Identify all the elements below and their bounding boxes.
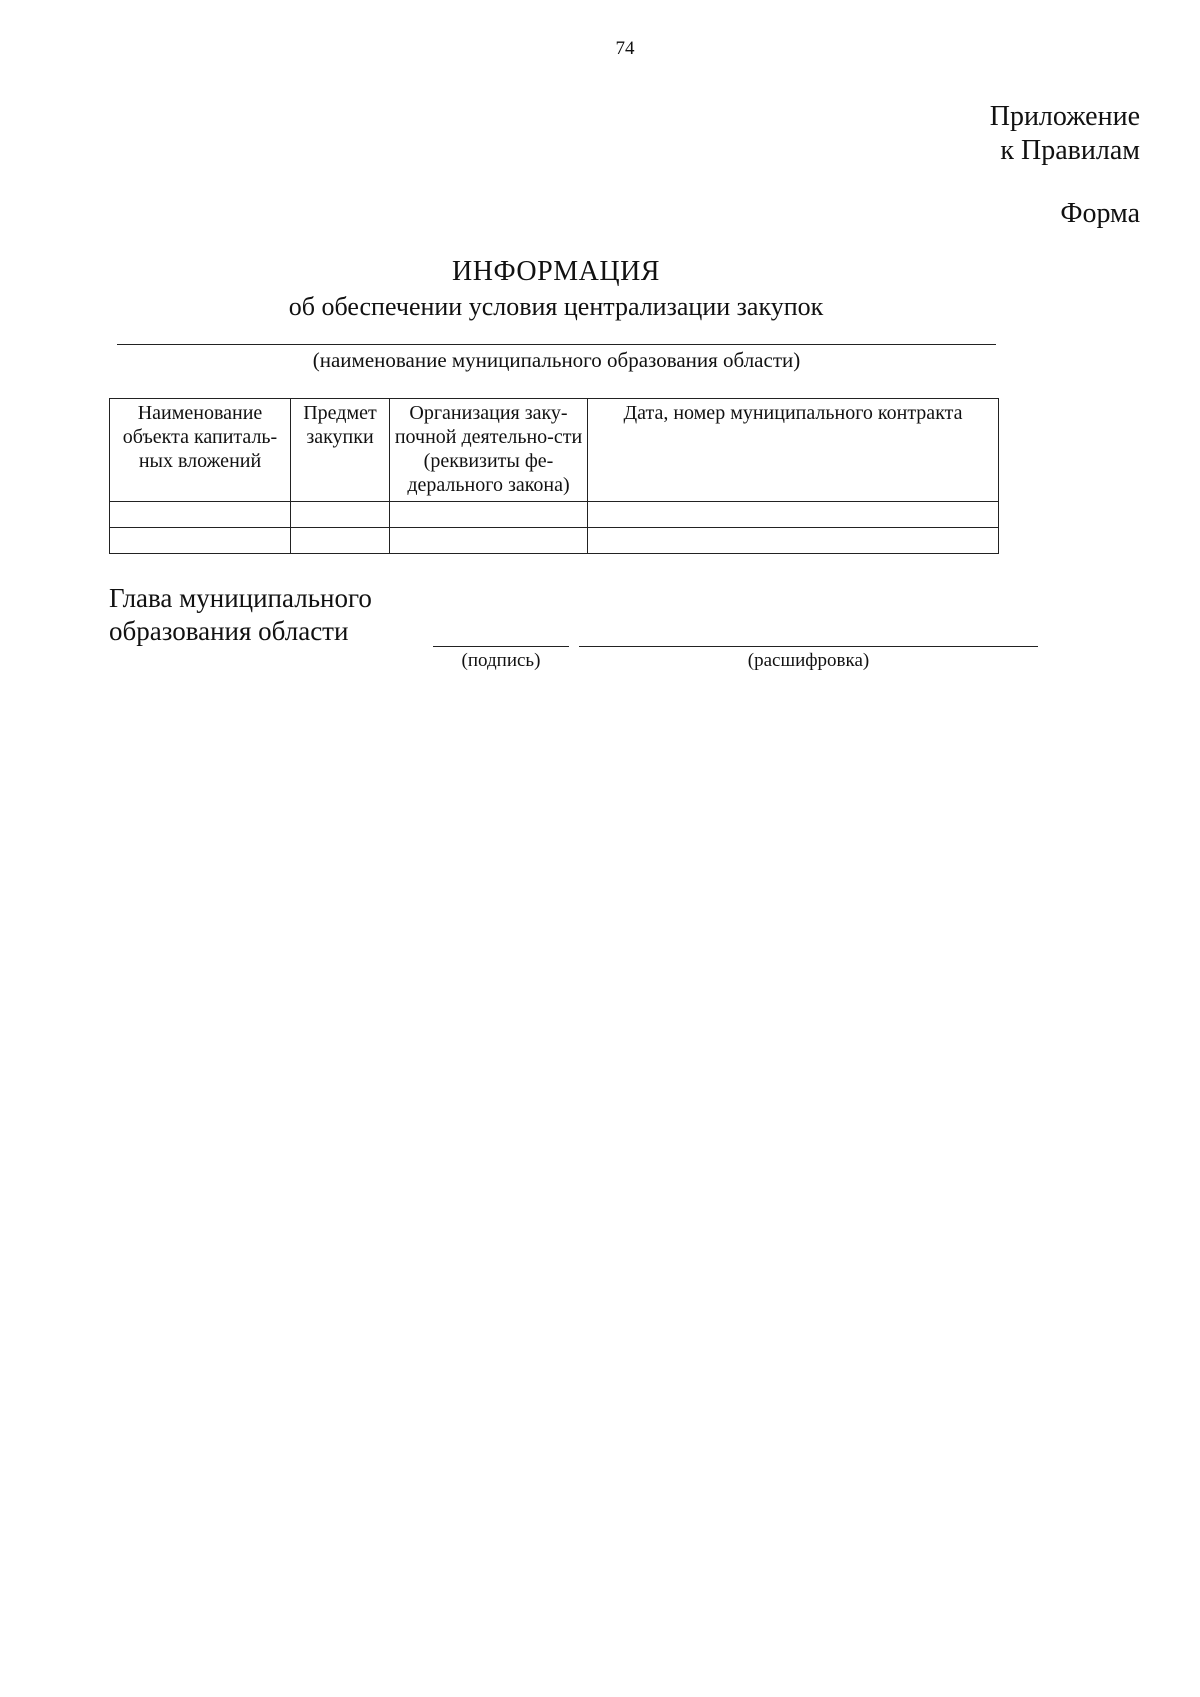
- header-contract-date-number: Дата, номер муниципального контракта: [588, 399, 999, 502]
- signature-line: [433, 646, 569, 647]
- table-cell: [588, 502, 999, 528]
- document-title: ИНФОРМАЦИЯ: [452, 256, 660, 287]
- table-row: [110, 528, 999, 554]
- table-cell: [110, 528, 291, 554]
- table-cell: [110, 502, 291, 528]
- signature-caption: (подпись): [461, 650, 541, 671]
- table-cell: [588, 528, 999, 554]
- decoding-line: [579, 646, 1038, 647]
- table-cell: [291, 528, 390, 554]
- signer-title: [109, 582, 372, 648]
- signer-line-1: Глава муниципального: [109, 583, 372, 613]
- header-procurement-subject: Предмет закупки: [291, 399, 390, 502]
- header-procurement-organization: Организация заку-почной деятельно-сти (реквизиты фе-дерального закона): [390, 399, 588, 502]
- form-label: Форма: [1060, 198, 1140, 229]
- appendix-line-2: к Правилам: [1000, 135, 1140, 166]
- municipality-name-caption: (наименование муниципального образования области): [312, 348, 801, 372]
- header-capital-object: Наименование объекта капиталь-ных вложений: [110, 399, 291, 502]
- page-number: 74: [615, 38, 635, 59]
- signer-line-2: образования области: [109, 616, 349, 646]
- table-cell: [390, 528, 588, 554]
- document-subtitle: об обеспечении условия централизации закупок: [288, 292, 824, 321]
- procurement-table: [109, 398, 999, 554]
- table-header-row: [110, 399, 999, 502]
- appendix-line-1: Приложение: [989, 101, 1140, 132]
- municipality-name-line: [117, 344, 996, 345]
- table-cell: [291, 502, 390, 528]
- appendix-reference: [990, 100, 1140, 168]
- decoding-caption: (расшифровка): [747, 650, 870, 671]
- table-row: [110, 502, 999, 528]
- table-cell: [390, 502, 588, 528]
